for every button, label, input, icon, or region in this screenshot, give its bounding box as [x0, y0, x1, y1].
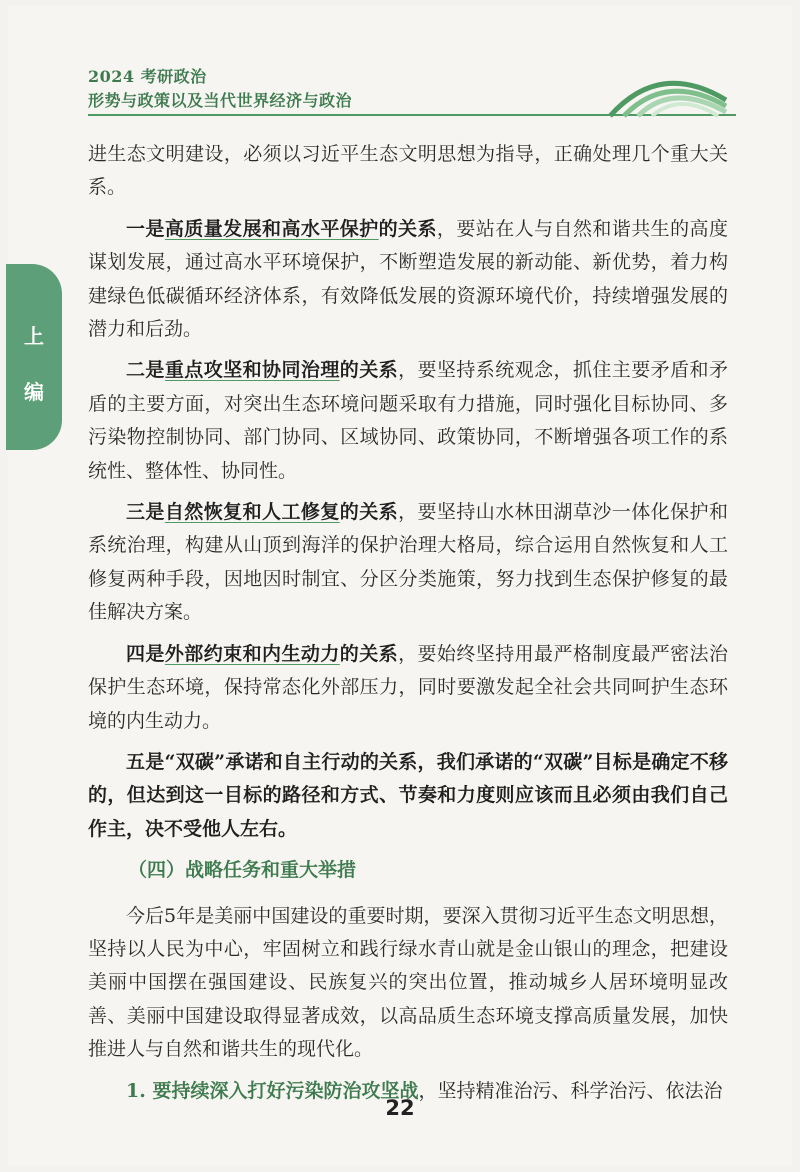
- paragraph-1: [88, 213, 728, 347]
- p7-lead: 1. 要持续深入打好污染防治攻坚战: [126, 1079, 419, 1102]
- p2-lead: 二是: [126, 359, 165, 382]
- p4-text: ，要始终坚持用最严格制度最严密法治保护生态环境，保持常态化外部压力，同时要激发起全社会共同呵护生态环境的内生动力。: [88, 642, 728, 732]
- side-tab-char-1: 上: [24, 324, 44, 348]
- p7-text: ，坚持精准治污、科学治污、依法治: [418, 1079, 723, 1102]
- arc-logo-icon: [600, 66, 730, 118]
- p4-highlight: 外部约束和内生动力: [164, 642, 340, 665]
- p4-lead: 四是: [126, 642, 165, 665]
- p3-text: ，要坚持山水林田湖草沙一体化保护和系统治理，构建从山顶到海洋的保护治理大格局，综合运用自然恢复和人工修复两种手段，因地因时制宜、分区分类施策，努力找到生态保护修复的最佳解决方案。: [88, 501, 728, 624]
- p1-lead: 一是: [126, 217, 165, 240]
- page-number: 22: [385, 1096, 415, 1120]
- volume-side-tab: [6, 264, 62, 450]
- body-text: [88, 138, 728, 1116]
- p2-highlight: 重点攻坚和协同治理: [164, 359, 340, 382]
- paragraph-3: [88, 496, 728, 630]
- header-title: 2024 考研政治: [88, 67, 207, 86]
- side-tab-char-2: 编: [24, 380, 44, 404]
- p3-highlight: 自然恢复和人工修复: [164, 501, 340, 524]
- p2-text: ，要坚持系统观念，抓住主要矛盾和矛盾的主要方面，对突出生态环境问题采取有力措施，同时强化目标协同、多污染物控制协同、部门协同、区域协同、政策协同，不断增强各项工作的系统性、整体性、协同性。: [88, 359, 728, 482]
- p4-rel: 的关系: [339, 642, 399, 665]
- paragraph-2: [88, 354, 728, 488]
- p2-rel: 的关系: [339, 359, 399, 382]
- paragraph-6: 今后5年是美丽中国建设的重要时期，要深入贯彻习近平生态文明思想，坚持以人民为中心，牢固树立和践行绿水青山就是金山银山的理念，把建设美丽中国摆在强国建设、民族复兴的突出位置，推动城乡人居环境明显改善、美丽中国建设取得显著成效，以高品质生态环境支撑高质量发展，加快推进人与自然和谐共生的现代化。: [88, 904, 728, 1061]
- paragraph-4: [88, 638, 728, 738]
- p1-text: ，要站在人与自然和谐共生的高度谋划发展，通过高水平环境保护，不断塑造发展的新动能、新优势，着力构建绿色低碳循环经济体系，有效降低发展的资源环境代价，持续增强发展的潜力和后劲。: [88, 217, 728, 341]
- p1-rel: 的关系: [378, 217, 437, 240]
- p1-highlight: 高质量发展和高水平保护: [164, 217, 379, 240]
- section-heading: （四）战略任务和重大举措: [128, 859, 357, 882]
- paragraph-5: 五是“双碳”承诺和自主行动的关系，我们承诺的“双碳”目标是确定不移的，但达到这一目标的路径和方式、节奏和力度则应该而且必须由我们自己作主，决不受他人左右。: [88, 750, 728, 840]
- p3-lead: 三是: [126, 501, 165, 524]
- paragraph-intro: 进生态文明建设，必须以习近平生态文明思想为指导，正确处理几个重大关系。: [88, 143, 728, 199]
- header-subtitle: 形势与政策以及当代世界经济与政治: [88, 91, 353, 110]
- p3-rel: 的关系: [339, 501, 399, 524]
